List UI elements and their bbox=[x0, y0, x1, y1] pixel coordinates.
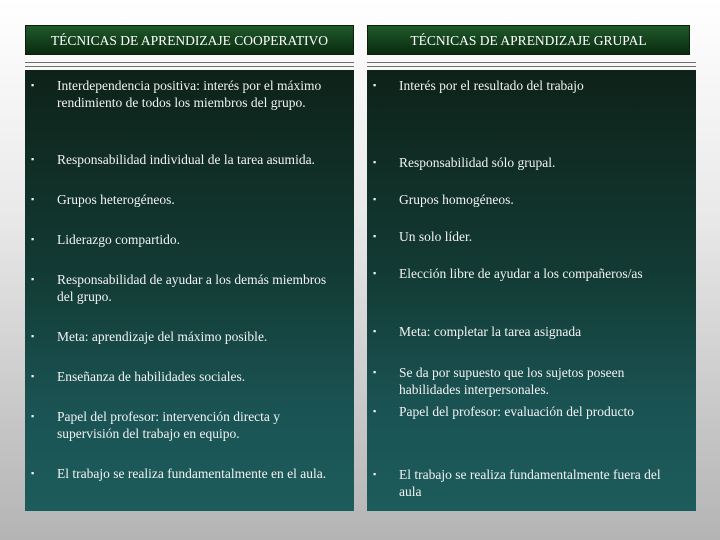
bullet-icon: ▪ bbox=[373, 80, 377, 90]
bullet-icon: ▪ bbox=[373, 231, 377, 241]
bullet-icon: ▪ bbox=[31, 154, 35, 164]
column-cooperativo: ▪ Interdependencia positiva: interés por el máximo rendimiento de todos los miembros del grupo. ▪ Responsabilidad individual de la tarea asumida. ▪ Grupos heterogéneos. ▪ Liderazgo compartido. ▪ Responsabilidad de ayudar a los demás miembros del grupo. ▪ Meta: aprendizaje del máximo posible. ▪ Enseñanza de habilidades sociales. ▪ Papel del profesor: intervención directa y supervisión del trabajo en equipo. ▪ El trabajo se realiza fundamentalmente en el aula. bbox=[25, 70, 354, 511]
header-cooperativo: TÉCNICAS DE APRENDIZAJE COOPERATIVO bbox=[25, 25, 354, 55]
bullet-icon: ▪ bbox=[31, 234, 35, 244]
bullet-icon: ▪ bbox=[31, 80, 35, 90]
bullet-icon: ▪ bbox=[31, 468, 35, 478]
divider-line bbox=[25, 66, 354, 67]
bullet-icon: ▪ bbox=[31, 371, 35, 381]
bullet-icon: ▪ bbox=[373, 406, 377, 416]
header-grupal: TÉCNICAS DE APRENDIZAJE GRUPAL bbox=[367, 25, 690, 55]
bullet-icon: ▪ bbox=[373, 157, 377, 167]
bullet-icon: ▪ bbox=[373, 367, 377, 377]
bullet-icon: ▪ bbox=[31, 331, 35, 341]
bullet-icon: ▪ bbox=[373, 469, 377, 479]
bullet-icon: ▪ bbox=[31, 274, 35, 284]
divider-line bbox=[367, 62, 696, 63]
bullet-icon: ▪ bbox=[373, 326, 377, 336]
bullet-icon: ▪ bbox=[373, 268, 377, 278]
bullet-icon: ▪ bbox=[31, 411, 35, 421]
divider-line bbox=[25, 62, 354, 63]
bullet-icon: ▪ bbox=[373, 194, 377, 204]
divider-line bbox=[367, 66, 696, 67]
column-grupal: ▪ Interés por el resultado del trabajo ▪ Responsabilidad sólo grupal. ▪ Grupos homogéneos. ▪ Un solo líder. ▪ Elección libre de ayudar a los compañeros/as ▪ Meta: completar la tarea asignada ▪ Se da por supuesto que los sujetos poseen habilidades interpersonales. ▪ Papel del profesor: evaluación del producto ▪ El trabajo se realiza fundamentalmente fuera del aula bbox=[367, 70, 696, 511]
bullet-icon: ▪ bbox=[31, 194, 35, 204]
